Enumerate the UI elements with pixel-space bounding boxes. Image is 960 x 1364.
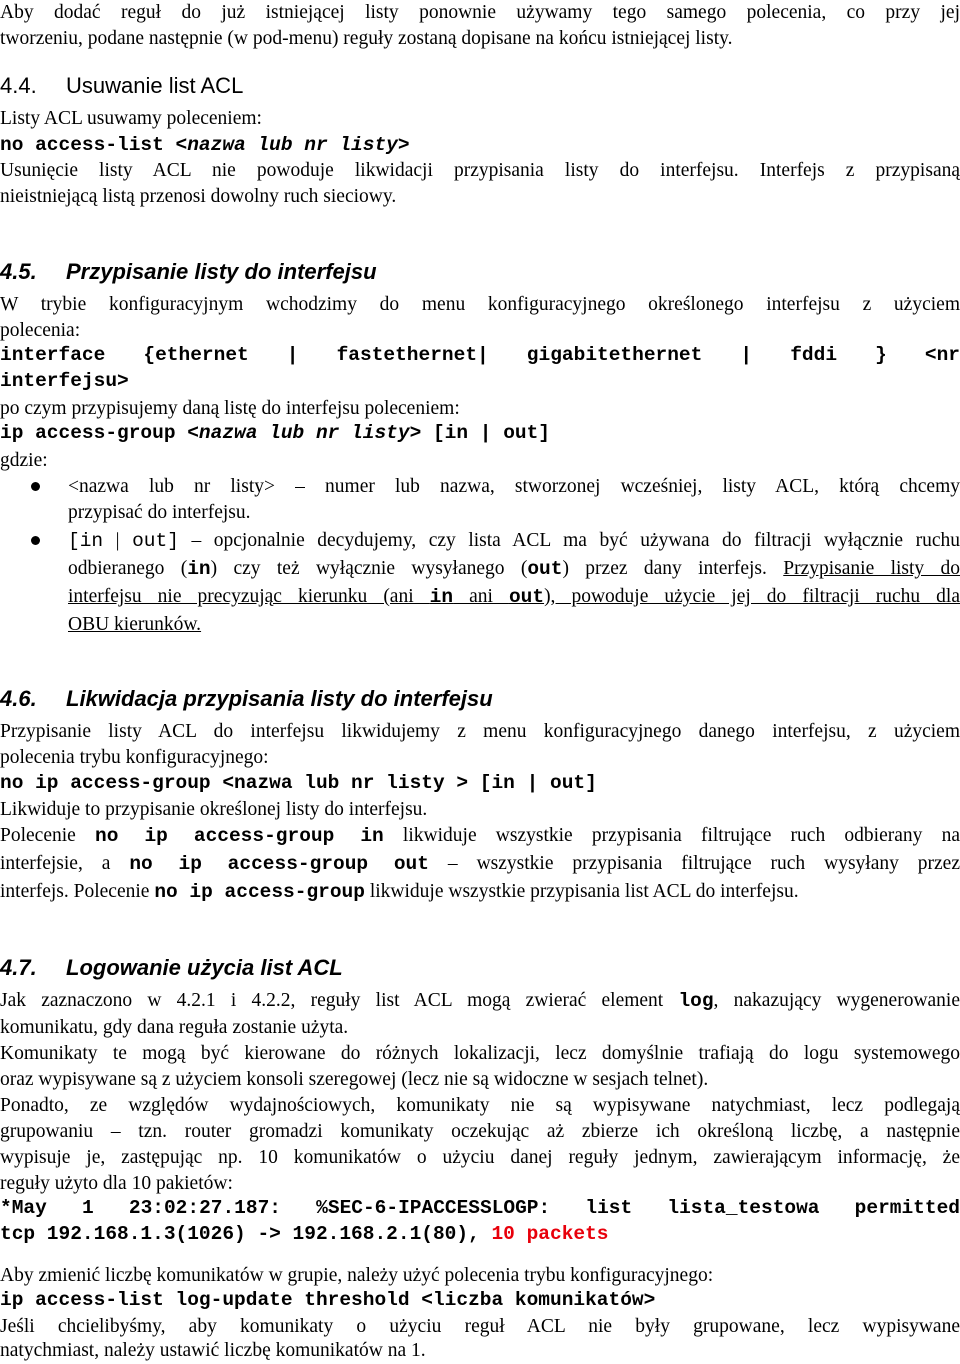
text-run: interfejs. Polecenie (0, 881, 155, 902)
command-line: ip access-list log-update threshold <liczba komunikatów> (0, 1289, 656, 1311)
bullet-icon (31, 536, 40, 545)
command-argument: <nazwa lub nr listy> (187, 422, 422, 444)
section-title: Usuwanie list ACL (66, 73, 244, 98)
text-run: , nakazujący wygenerowanie (713, 990, 960, 1011)
paragraph-line: Listy ACL usuwamy poleceniem: (0, 108, 262, 129)
section-4-7-heading (0, 954, 343, 982)
paragraph-line: W trybie konfiguracyjnym wchodzimy do menu konfiguracyjnego określonego interfejsu z użyciem (0, 294, 960, 315)
text-run: likwiduje wszystkie przypisania filtrujące ruch odbierany na (383, 825, 960, 846)
text-run: interfejsu nie precyzując kierunku (ani (68, 586, 430, 607)
log-line (0, 1221, 960, 1247)
option-separator: | (103, 530, 133, 551)
section-number: 4.7. (0, 955, 37, 980)
section-title: Likwidacja przypisania listy do interfejsu (66, 686, 493, 711)
bullet-icon (31, 482, 40, 491)
paragraph-line: wypisuje je, zastępując np. 10 komunikatów o użyciu danej reguły jednym, zawierającym informację, że (0, 1147, 960, 1168)
paragraph-line: natychmiast, należy ustawić liczbę komunikatów na 1. (0, 1340, 426, 1361)
inline-command: no ip access-group out (129, 853, 429, 875)
paragraph-line (0, 879, 960, 905)
text-run: ) czy też wyłącznie wysyłanego ( (210, 558, 528, 579)
paragraph-line: Komunikaty te mogą być kierowane do różnych lokalizacji, lecz domyślnie trafiają do logu systemowego (0, 1043, 960, 1064)
section-number: 4.5. (0, 259, 37, 284)
log-text: tcp 192.168.1.3(1026) -> 192.168.2.1(80), (0, 1223, 492, 1245)
bullet-text (68, 528, 960, 554)
bullet-text: przypisać do interfejsu. (68, 502, 251, 523)
text-run: interfejsie, a (0, 853, 130, 874)
paragraph-line: Likwiduje to przypisanie określonej listy do interfejsu. (0, 799, 428, 820)
paragraph-line (0, 823, 960, 849)
command-keyword: no access-list (0, 134, 176, 156)
command-keyword: ip access-group (0, 422, 188, 444)
paragraph-line: Aby zmienić liczbę komunikatów w grupie, należy użyć polecenia trybu konfiguracyjnego: (0, 1265, 714, 1286)
section-4-6-heading (0, 685, 493, 713)
paragraph-line: gdzie: (0, 450, 48, 471)
command-line: interfejsu> (0, 370, 129, 392)
inline-command: no ip access-group in (95, 825, 384, 847)
paragraph-line: Ponadto, ze względów wydajnościowych, komunikaty nie są wypisywane natychmiast, lecz podlegają (0, 1095, 960, 1116)
paragraph-line: po czym przypisujemy daną listę do interfejsu poleceniem: (0, 398, 460, 419)
text-run: likwiduje wszystkie przypisania list ACL do interfejsu. (364, 881, 799, 902)
bullet-text: OBU kierunków. (68, 614, 202, 635)
paragraph-line: nieistniejącą listą przenosi dowolny ruch sieciowy. (0, 186, 397, 207)
command-argument: <nazwa lub nr listy> (175, 134, 410, 156)
option-in: [in (68, 530, 104, 552)
intro-line-2: tworzeniu, podane następnie (w pod-menu) reguły zostaną dopisane na końcu istniejącej listy. (0, 28, 733, 49)
option-out: out (132, 530, 168, 552)
command-options: [in | out] (421, 422, 551, 444)
intro-line-1: Aby dodać reguł do już istniejącej listy ponownie używamy tego samego polecenia, co przy jej (0, 2, 960, 23)
section-title: Logowanie użycia list ACL (66, 955, 343, 980)
section-title: Przypisanie listy do interfejsu (66, 259, 377, 284)
text-run: ani (453, 586, 509, 607)
paragraph-line: polecenia trybu konfiguracyjnego: (0, 747, 269, 768)
command-line: interface {ethernet | fastethernet| gigabitethernet | fddi } <nr (0, 344, 960, 366)
bullet-text (68, 556, 960, 582)
paragraph-line: Jeśli chcielibyśmy, aby komunikaty o użyciu reguł ACL nie były grupowane, lecz wypisywane (0, 1316, 960, 1337)
bullet-text: <nazwa lub nr listy> – numer lub nazwa, stworzonej wcześniej, listy ACL, którą chcemy (68, 476, 960, 497)
inline-command: log (678, 990, 714, 1012)
paragraph-line: grupowaniu – tzn. router gromadzi komunikaty oczekując aż zbierze ich określoną liczbę, a następnie (0, 1121, 960, 1142)
text-run: odbieranego ( (68, 558, 188, 579)
paragraph-line: komunikatu, gdy dana reguła zostanie użyta. (0, 1017, 349, 1038)
code-in: in (429, 586, 454, 608)
command-line (0, 420, 960, 446)
section-4-4-heading (0, 72, 243, 100)
bullet-text (68, 584, 960, 610)
paragraph-line: Usunięcie listy ACL nie powoduje likwidacji przypisania listy do interfejsu. Interfejs z przypisaną (0, 160, 960, 181)
paragraph-line: polecenia: (0, 320, 81, 341)
paragraph-line (0, 988, 960, 1014)
text-run: Polecenie (0, 825, 96, 846)
section-number: 4.4. (0, 73, 37, 98)
log-packet-count: 10 packets (491, 1223, 609, 1245)
text-run: ), powoduje użycie jej do filtracji ruchu dla (544, 586, 960, 607)
text-run: ) przez dany interfejs. (562, 558, 784, 579)
log-line: *May 1 23:02:27.187: %SEC-6-IPACCESSLOGP: list lista_testowa permitted (0, 1197, 960, 1219)
option-close: ] (167, 530, 179, 552)
text-run: Jak zaznaczono w 4.2.1 i 4.2.2, reguły list ACL mogą zwierać element (0, 990, 679, 1011)
inline-command: no ip access-group (154, 881, 365, 903)
paragraph-line: reguły użyto dla 10 pakietów: (0, 1173, 233, 1194)
text-run: – wszystkie przypisania filtrujące ruch wysyłany przez (428, 853, 960, 874)
paragraph-line: oraz wypisywane są z użyciem konsoli szeregowej (lecz nie są widoczne w sesjach telnet). (0, 1069, 709, 1090)
section-number: 4.6. (0, 686, 37, 711)
bullet-desc: – opcjonalnie decydujemy, czy lista ACL ma być używana do filtracji wyłącznie ruchu (178, 530, 960, 551)
code-in: in (187, 558, 211, 580)
paragraph-line: Przypisanie listy ACL do interfejsu likwidujemy z menu konfiguracyjnego danego interfejsu, z użyciem (0, 721, 960, 742)
command-line: no ip access-group <nazwa lub nr listy > [in | out] (0, 772, 597, 794)
code-out: out (527, 558, 563, 580)
underlined-text: Przypisanie listy do (783, 558, 960, 579)
section-4-5-heading (0, 258, 377, 286)
paragraph-line (0, 851, 960, 877)
command-line (0, 132, 960, 158)
code-out: out (508, 586, 545, 608)
